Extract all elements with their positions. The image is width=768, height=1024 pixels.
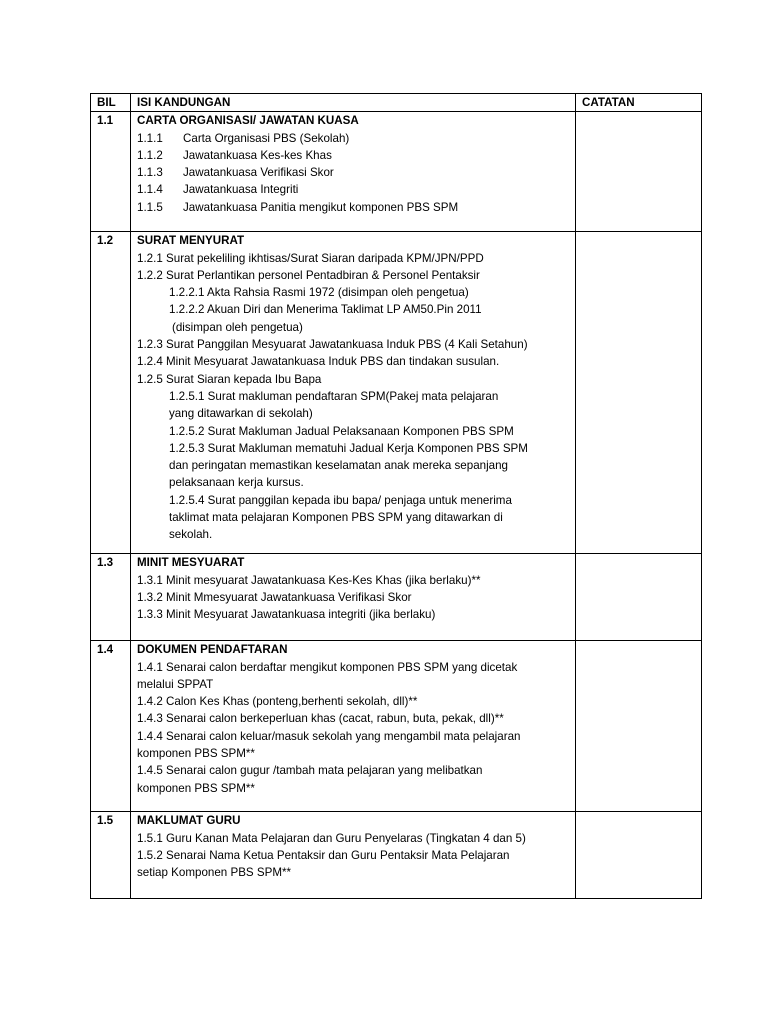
- list-item: 1.2.5 Surat Siaran kepada Ibu Bapa: [137, 372, 322, 386]
- list-item: 1.2.2.1 Akta Rahsia Rasmi 1972 (disimpan oleh pengetua): [169, 286, 469, 300]
- row-notes: [576, 812, 702, 899]
- list-item: 1.2.4 Minit Mesyuarat Jawatankuasa Induk PBS dan tindakan susulan.: [137, 355, 500, 369]
- row-notes: [576, 554, 702, 641]
- table-row-1-1: [91, 112, 702, 232]
- section-title: SURAT MENYURAT: [137, 234, 245, 248]
- table-row-1-2: [91, 232, 702, 554]
- list-item: 1.2.5.1 Surat makluman pendaftaran SPM(Pakej mata pelajaran: [169, 389, 499, 403]
- list-item: 1.2.5.3 Surat Makluman mematuhi Jadual Kerja Komponen PBS SPM: [169, 441, 528, 455]
- section-title: CARTA ORGANISASI/ JAWATAN KUASA: [137, 114, 359, 128]
- table-row-1-4: [91, 641, 702, 812]
- row-number: 1.3: [91, 554, 131, 641]
- list-item: 1.2.2 Surat Perlantikan personel Pentadbiran & Personel Pentaksir: [137, 268, 480, 282]
- list-item: 1.4.3 Senarai calon berkeperluan khas (cacat, rabun, buta, pekak, dll)**: [137, 712, 504, 726]
- list-item: 1.3.2 Minit Mmesyuarat Jawatankuasa Verifikasi Skor: [137, 590, 412, 604]
- row-content: [131, 554, 576, 641]
- list-item: 1.4.4 Senarai calon keluar/masuk sekolah yang mengambil mata pelajaran: [137, 729, 521, 743]
- list-item-continued: sekolah.: [169, 528, 213, 542]
- list-item: 1.1.4 Jawatankuasa Integriti: [137, 183, 299, 197]
- section-title: DOKUMEN PENDAFTARAN: [137, 643, 288, 657]
- row-number: 1.1: [91, 112, 131, 232]
- row-content: [131, 232, 576, 554]
- row-number: 1.4: [91, 641, 131, 812]
- header-catatan: CATATAN: [576, 94, 702, 112]
- table-row-1-3: [91, 554, 702, 641]
- list-item: 1.3.1 Minit mesyuarat Jawatankuasa Kes-Kes Khas (jika berlaku)**: [137, 573, 481, 587]
- list-item: 1.1.5 Jawatankuasa Panitia mengikut komponen PBS SPM: [137, 200, 459, 214]
- list-item: 1.4.2 Calon Kes Khas (ponteng,berhenti sekolah, dll)**: [137, 695, 418, 709]
- table-header-row: [91, 94, 702, 112]
- list-item-continued: yang ditawarkan di sekolah): [169, 407, 313, 421]
- header-bil: BIL: [91, 94, 131, 112]
- list-item: 1.2.1 Surat pekeliling ikhtisas/Surat Siaran daripada KPM/JPN/PPD: [137, 251, 484, 265]
- row-number: 1.2: [91, 232, 131, 554]
- row-notes: [576, 641, 702, 812]
- list-item: 1.4.5 Senarai calon gugur /tambah mata pelajaran yang melibatkan: [137, 764, 483, 778]
- row-number: 1.5: [91, 812, 131, 899]
- list-item: 1.2.5.2 Surat Makluman Jadual Pelaksanaan Komponen PBS SPM: [169, 424, 514, 438]
- list-item-continued: komponen PBS SPM**: [137, 747, 255, 761]
- list-item: 1.1.3 Jawatankuasa Verifikasi Skor: [137, 166, 334, 180]
- list-item: 1.3.3 Minit Mesyuarat Jawatankuasa integriti (jika berlaku): [137, 608, 436, 622]
- list-item: 1.5.2 Senarai Nama Ketua Pentaksir dan Guru Pentaksir Mata Pelajaran: [137, 848, 510, 862]
- list-item-continued: dan peringatan memastikan keselamatan anak mereka sepanjang: [169, 459, 509, 473]
- section-title: MINIT MESYUARAT: [137, 556, 245, 570]
- list-item: 1.1.1 Carta Organisasi PBS (Sekolah): [137, 131, 350, 145]
- list-item-continued: (disimpan oleh pengetua): [172, 320, 303, 334]
- row-content: [131, 641, 576, 812]
- contents-table: [90, 93, 702, 899]
- header-isi-kandungan: ISI KANDUNGAN: [131, 94, 576, 112]
- list-item-continued: pelaksanaan kerja kursus.: [169, 476, 304, 490]
- list-item: 1.4.1 Senarai calon berdaftar mengikut komponen PBS SPM yang dicetak: [137, 660, 518, 674]
- list-item: 1.2.3 Surat Panggilan Mesyuarat Jawatankuasa Induk PBS (4 Kali Setahun): [137, 338, 528, 352]
- list-item: 1.1.2 Jawatankuasa Kes-kes Khas: [137, 148, 332, 162]
- row-content: [131, 812, 576, 899]
- row-content: [131, 112, 576, 232]
- section-title: MAKLUMAT GURU: [137, 814, 241, 828]
- list-item-continued: setiap Komponen PBS SPM**: [137, 866, 292, 880]
- list-item: 1.5.1 Guru Kanan Mata Pelajaran dan Guru Penyelaras (Tingkatan 4 dan 5): [137, 831, 526, 845]
- row-notes: [576, 112, 702, 232]
- list-item: 1.2.2.2 Akuan Diri dan Menerima Taklimat LP AM50.Pin 2011: [169, 303, 482, 317]
- row-notes: [576, 232, 702, 554]
- list-item-continued: komponen PBS SPM**: [137, 781, 255, 795]
- list-item-continued: melalui SPPAT: [137, 677, 214, 691]
- list-item: 1.2.5.4 Surat panggilan kepada ibu bapa/ penjaga untuk menerima: [169, 493, 512, 507]
- list-item-continued: taklimat mata pelajaran Komponen PBS SPM yang ditawarkan di: [169, 511, 503, 525]
- table-row-1-5: [91, 812, 702, 899]
